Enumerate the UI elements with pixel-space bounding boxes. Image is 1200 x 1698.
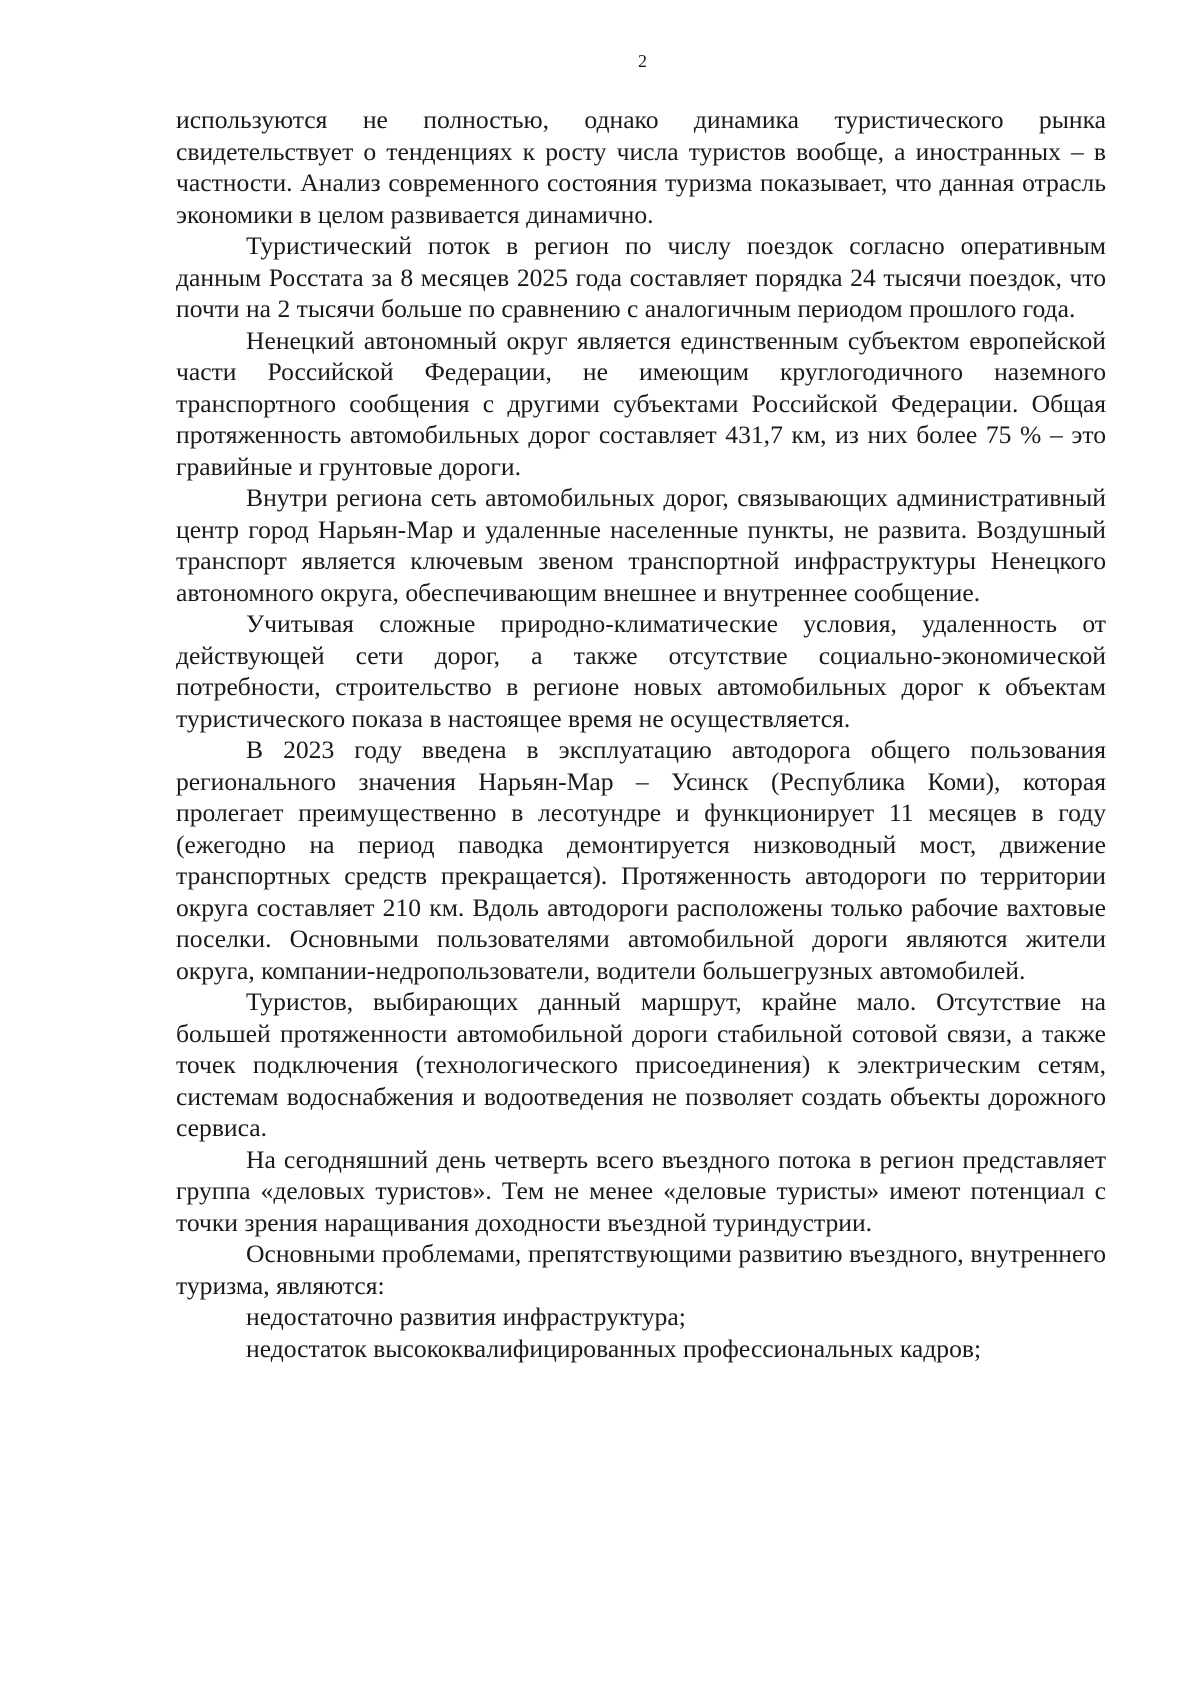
paragraph-transport-links: Ненецкий автономный округ является единственным субъектом европейской части Российской Федерации, не имеющим круглогодичного наземного транспортного сообщения с другими субъектами Российской Федерации. Общая протяженность автомобильных дорог составляет 431,7 км, из них более 75 % – это гравийные и грунтовые дороги. (176, 325, 1106, 481)
paragraph-internal-roads: Внутри региона сеть автомобильных дорог, связывающих административный центр город Нарьян-Мар и удаленные населенные пункты, не развита. Воздушный транспорт является ключевым звеном транспортной инфраструктуры Ненецкого автономного округа, обеспечивающим внешнее и внутреннее сообщение. (176, 483, 1106, 607)
paragraph-road-service: Туристов, выбирающих данный маршрут, крайне мало. Отсутствие на большей протяженности автомобильной дороги стабильной сотовой связи, а также точек подключения (технологического присоединения) к электрическим сетям, системам водоснабжения и водоотведения не позволяет создать объекты дорожного сервиса. (176, 987, 1106, 1142)
list-item-personnel: недостаток высококвалифицированных профессиональных кадров; (246, 1333, 982, 1363)
paragraph-tourist-flow: Туристический поток в регион по числу поездок согласно оперативным данным Росстата за 8 месяцев 2025 года составляет порядка 24 тысячи поездок, что почти на 2 тысячи больше по сравнению с аналогичным периодом прошлого года. (176, 231, 1106, 323)
paragraph-continued: используются не полностью, однако динамика туристического рынка свидетельствует о тенденциях к росту числа туристов вообще, а иностранных – в частности. Анализ современного состояния туризма показывает, что данная отрасль экономики в целом развивается динамично. (176, 105, 1106, 229)
paragraph-business-tourists: На сегодняшний день четверть всего въездного потока в регион представляет группа «деловых туристов». Тем не менее «деловые туристы» имеют потенциал с точки зрения наращивания доходности въездной туриндустрии. (176, 1144, 1106, 1237)
page-number: 2 (638, 51, 647, 71)
list-item-infrastructure: недостаточно развития инфраструктура; (246, 1302, 686, 1331)
paragraph-road-construction: Учитывая сложные природно-климатические условия, удаленность от действующей сети дорог, а также отсутствие социально-экономической потребности, строительство в регионе новых автомобильных дорог к объектам туристического показа в настоящее время не осуществляется. (176, 609, 1106, 733)
document-body (176, 104, 1106, 1364)
paragraph-naryan-mar-usinsk-road: В 2023 году введена в эксплуатацию автодорога общего пользования регионального значения Нарьян-Мар – Усинск (Республика Коми), которая пролегает преимущественно в лесотундре и функционирует 11 месяцев в году (ежегодно на период паводка демонтируется низководный мост, движение транспортных средств прекращается). Протяженность автодороги по территории округа составляет 210 км. Вдоль автодороги расположены только рабочие вахтовые поселки. Основными пользователями автомобильной дороги являются жители округа, компании-недропользователи, водители большегрузных автомобилей. (176, 735, 1106, 985)
paragraph-main-problems: Основными проблемами, препятствующими развитию въездного, внутреннего туризма, являются: (176, 1239, 1106, 1300)
